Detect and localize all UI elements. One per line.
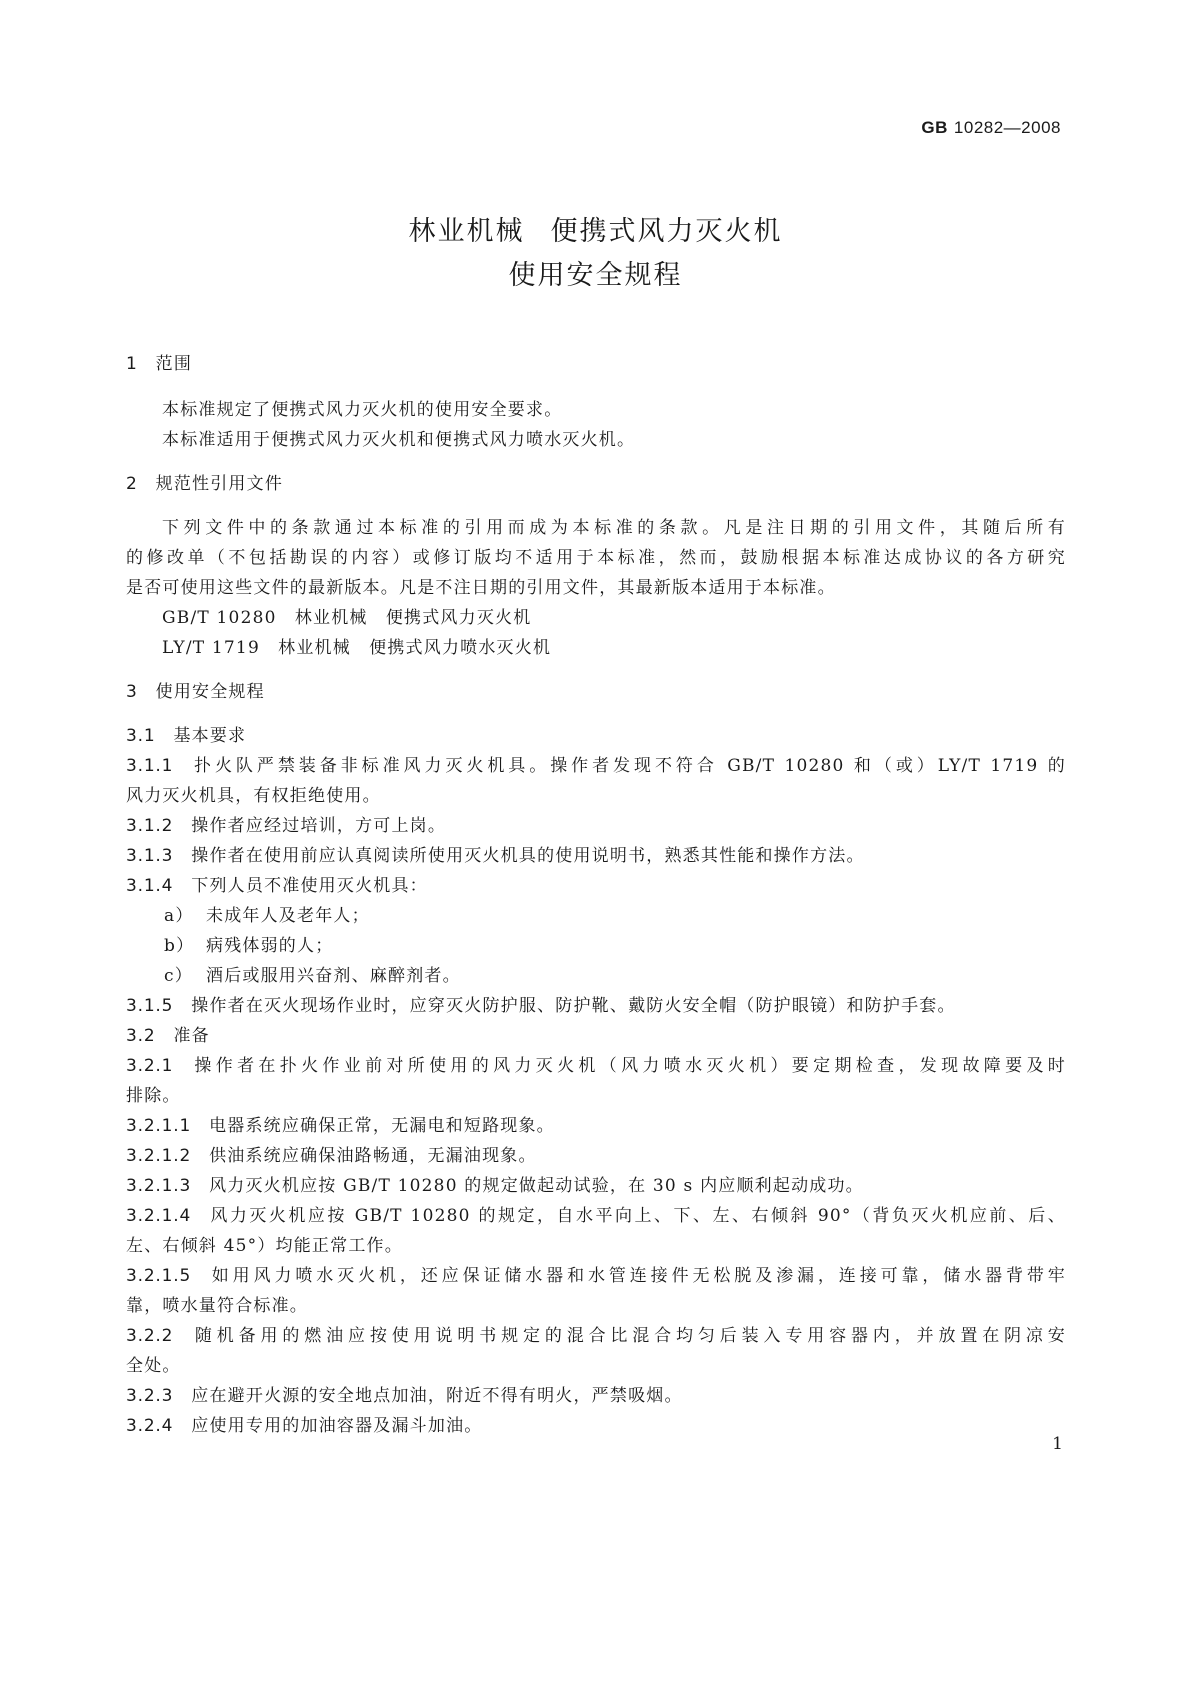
clause-3-1-5 <box>126 991 1066 1016</box>
clause-text: 操作者在使用前应认真阅读所使用灭火机具的使用说明书，熟悉其性能和操作方法。 <box>191 846 865 866</box>
list-item <box>164 961 1066 986</box>
clause-text-continued: 左、右倾斜 45°）均能正常工作。 <box>126 1236 403 1256</box>
clause-number: 3.2.1.1 <box>126 1116 192 1136</box>
clause-text: 下列人员不准使用灭火机具： <box>191 876 428 896</box>
clause-text: 风力灭火机应按 GB/T 10280 的规定做起动试验，在 30 s 内应顺利起动成功。 <box>209 1176 864 1196</box>
clause-3-2-1-2 <box>126 1141 1066 1166</box>
paragraph: 本标准适用于便携式风力灭火机和便携式风力喷水灭火机。 <box>162 430 636 450</box>
clause-number: 3.2.1.3 <box>126 1176 192 1196</box>
section-number: 3 <box>126 682 138 702</box>
section-2-heading <box>126 469 1066 494</box>
clause-number: 3.2.1.2 <box>126 1146 192 1166</box>
clause-text: 操作者应经过培训，方可上岗。 <box>191 816 447 836</box>
clause-3-2-4 <box>126 1411 1066 1436</box>
list-text: 病残体弱的人； <box>206 936 334 956</box>
paragraph: 本标准规定了便携式风力灭火机的使用安全要求。 <box>162 400 563 420</box>
clause-3-1-3 <box>126 841 1066 866</box>
clause-number: 3.2.1.5 <box>126 1266 192 1286</box>
clause-text-continued: 全处。 <box>126 1356 181 1376</box>
reference-item: LY/T 1719 林业机械 便携式风力喷水灭火机 <box>162 638 552 658</box>
clause-text-continued: 排除。 <box>126 1086 181 1106</box>
clause-text: 供油系统应确保油路畅通，无漏油现象。 <box>209 1146 537 1166</box>
clause-text: 风力灭火机应按 GB/T 10280 的规定，自水平向上、下、左、右倾斜 90°（背负灭火机应前、后、 <box>209 1206 1066 1226</box>
clause-3-1-4 <box>126 871 1066 896</box>
section-title: 基本要求 <box>173 726 247 746</box>
clause-number: 3.1.2 <box>126 816 174 836</box>
title-part-2: 便携式风力灭火机 <box>550 216 783 247</box>
document-title <box>0 210 1191 298</box>
clause-3-2-1-1 <box>126 1111 1066 1136</box>
section-title: 范围 <box>155 354 193 374</box>
clause-3-2-1-5 <box>126 1261 1066 1286</box>
subsection-3-1-heading <box>126 721 1066 746</box>
standard-code: 10282—2008 <box>953 118 1061 137</box>
standard-prefix: GB <box>921 118 948 137</box>
page-number: 1 <box>1052 1434 1063 1454</box>
clause-text: 如用风力喷水灭火机，还应保证储水器和水管连接件无松脱及渗漏，连接可靠，储水器背带牢 <box>209 1266 1066 1286</box>
section-number: 2 <box>126 474 138 494</box>
list-label: b） <box>164 936 195 956</box>
clause-text: 操作者在灭火现场作业时，应穿灭火防护服、防护靴、戴防火安全帽（防护眼镜）和防护手套。 <box>191 996 956 1016</box>
section-number: 1 <box>126 354 138 374</box>
list-label: c） <box>164 966 193 986</box>
clause-number: 3.2.1 <box>126 1056 174 1076</box>
clause-text-continued: 靠，喷水量符合标准。 <box>126 1296 308 1316</box>
clause-3-1-2 <box>126 811 1066 836</box>
section-number: 3.1 <box>126 726 156 746</box>
clause-text-continued: 风力灭火机具，有权拒绝使用。 <box>126 786 381 806</box>
clause-3-2-3 <box>126 1381 1066 1406</box>
clause-text: 应在避开火源的安全地点加油，附近不得有明火，严禁吸烟。 <box>191 1386 683 1406</box>
section-number: 3.2 <box>126 1026 156 1046</box>
list-text: 未成年人及老年人； <box>206 906 370 926</box>
paragraph-line: 下列文件中的条款通过本标准的引用而成为本标准的条款。凡是注日期的引用文件，其随后所有 <box>162 518 1066 538</box>
list-text: 酒后或服用兴奋剂、麻醉剂者。 <box>206 966 461 986</box>
clause-number: 3.1.4 <box>126 876 174 896</box>
clause-number: 3.1.3 <box>126 846 174 866</box>
clause-number: 3.2.4 <box>126 1416 174 1436</box>
paragraph-line: 是否可使用这些文件的最新版本。凡是不注日期的引用文件，其最新版本适用于本标准。 <box>126 578 836 598</box>
subsection-3-2-heading <box>126 1021 1066 1046</box>
list-label: a） <box>164 906 194 926</box>
clause-3-2-1 <box>126 1051 1066 1076</box>
title-line-2: 使用安全规程 <box>508 260 683 291</box>
clause-text: 随机备用的燃油应按使用说明书规定的混合比混合均匀后装入专用容器内，并放置在阴凉安 <box>191 1326 1066 1346</box>
clause-number: 3.2.1.4 <box>126 1206 192 1226</box>
section-title: 规范性引用文件 <box>155 474 284 494</box>
clause-text: 应使用专用的加油容器及漏斗加油。 <box>191 1416 483 1436</box>
clause-text: 操作者在扑火作业前对所使用的风力灭火机（风力喷水灭火机）要定期检查，发现故障要及时 <box>191 1056 1066 1076</box>
title-part-1: 林业机械 <box>408 216 525 247</box>
reference-item: GB/T 10280 林业机械 便携式风力灭火机 <box>162 608 532 628</box>
section-title: 准备 <box>173 1026 210 1046</box>
section-3-heading <box>126 677 1066 702</box>
clause-text: 扑火队严禁装备非标准风力灭火机具。操作者发现不符合 GB/T 10280 和（或）LY/T 1719 的 <box>191 756 1067 776</box>
clause-3-2-1-4 <box>126 1201 1066 1226</box>
standard-number <box>921 118 1061 138</box>
list-item <box>164 931 1066 956</box>
section-title: 使用安全规程 <box>155 682 265 702</box>
clause-3-1-1 <box>126 751 1066 776</box>
clause-number: 3.1.5 <box>126 996 174 1016</box>
paragraph-line: 的修改单（不包括勘误的内容）或修订版均不适用于本标准，然而，鼓励根据本标准达成协议的各方研究 <box>126 548 1066 568</box>
title-line-1 <box>0 210 1191 254</box>
clause-text: 电器系统应确保正常，无漏电和短路现象。 <box>209 1116 555 1136</box>
list-item <box>164 901 1066 926</box>
section-1-heading <box>126 349 1066 374</box>
clause-number: 3.2.3 <box>126 1386 174 1406</box>
clause-3-2-1-3 <box>126 1171 1066 1196</box>
clause-number: 3.1.1 <box>126 756 174 776</box>
clause-3-2-2 <box>126 1321 1066 1346</box>
clause-number: 3.2.2 <box>126 1326 174 1346</box>
